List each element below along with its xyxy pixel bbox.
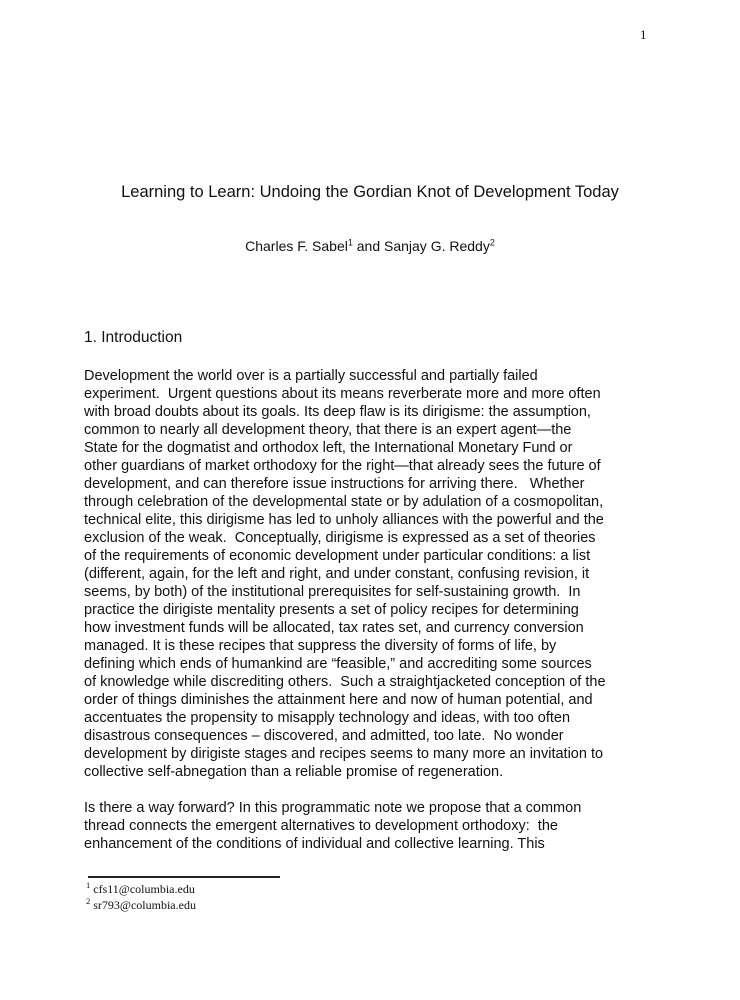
footnote-ref-2: 2 bbox=[489, 237, 495, 248]
footnote-1-text: cfs11@columbia.edu bbox=[93, 882, 195, 896]
footnote-separator bbox=[88, 876, 280, 878]
footnote-1 bbox=[86, 882, 196, 898]
paragraph-2: Is there a way forward? In this programmatic note we propose that a common thread connects the emergent alternatives to development orthodoxy: the enhancement of the conditions of individual and collective learning. This bbox=[84, 800, 582, 852]
footnote-1-marker: 1 bbox=[86, 880, 91, 890]
footnote-2 bbox=[86, 895, 196, 914]
authors-line bbox=[0, 238, 740, 254]
footnote-2-text: sr793@columbia.edu bbox=[93, 897, 196, 912]
author-1: Charles F. Sabel bbox=[245, 238, 348, 254]
author-2: Sanjay G. Reddy bbox=[384, 238, 490, 254]
footnote-ref-1: 1 bbox=[347, 237, 353, 248]
footnotes bbox=[86, 882, 196, 913]
paragraph-1: Development the world over is a partially successful and partially failed experiment. Urgent questions about its means reverberate more and more often with broad doubts about its goals. Its deep flaw is its dirigisme: the assumption, common to nearly all development theory, that there is an expert agent—the State for the dogmatist and orthodox left, the International Monetary Fund or other guardians of market orthodoxy for the right—that already sees the future of development, and can therefore issue instructions for arriving there. Whether through celebration of the developmental state or by adulation of a cosmopolitan, technical elite, this dirigisme has led to unholy alliances with the powerful and the exclusion of the weak. Conceptually, dirigisme is expressed as a set of theories of the requirements of economic development under particular conditions: a list (different, again, for the left and right, and under constant, confusing revision, it seems, by both) of the institutional prerequisites for self-sustaining growth. In practice the dirigiste mentality presents a set of policy recipes for determining how investment funds will be allocated, tax rates set, and currency conversion managed. It is these recipes that suppress the diversity of forms of life, by defining which ends of humankind are “feasible,” and accrediting some sources of knowledge while discrediting others. Such a straightjacketed conception of the order of things diminishes the attainment here and now of human potential, and accentuates the propensity to misapply technology and ideas, with too often disastrous consequences – discovered, and admitted, too late. No wonder development by dirigiste stages and recipes seems to many more an invitation to collective self-abnegation than a reliable promise of regeneration. bbox=[84, 368, 606, 780]
page-number: 1 bbox=[640, 27, 647, 42]
authors-connector: and bbox=[352, 238, 384, 254]
footnote-2-marker: 2 bbox=[86, 895, 91, 906]
paper-title: Learning to Learn: Undoing the Gordian Knot of Development Today bbox=[121, 183, 619, 201]
section-heading: 1. Introduction bbox=[84, 329, 183, 346]
